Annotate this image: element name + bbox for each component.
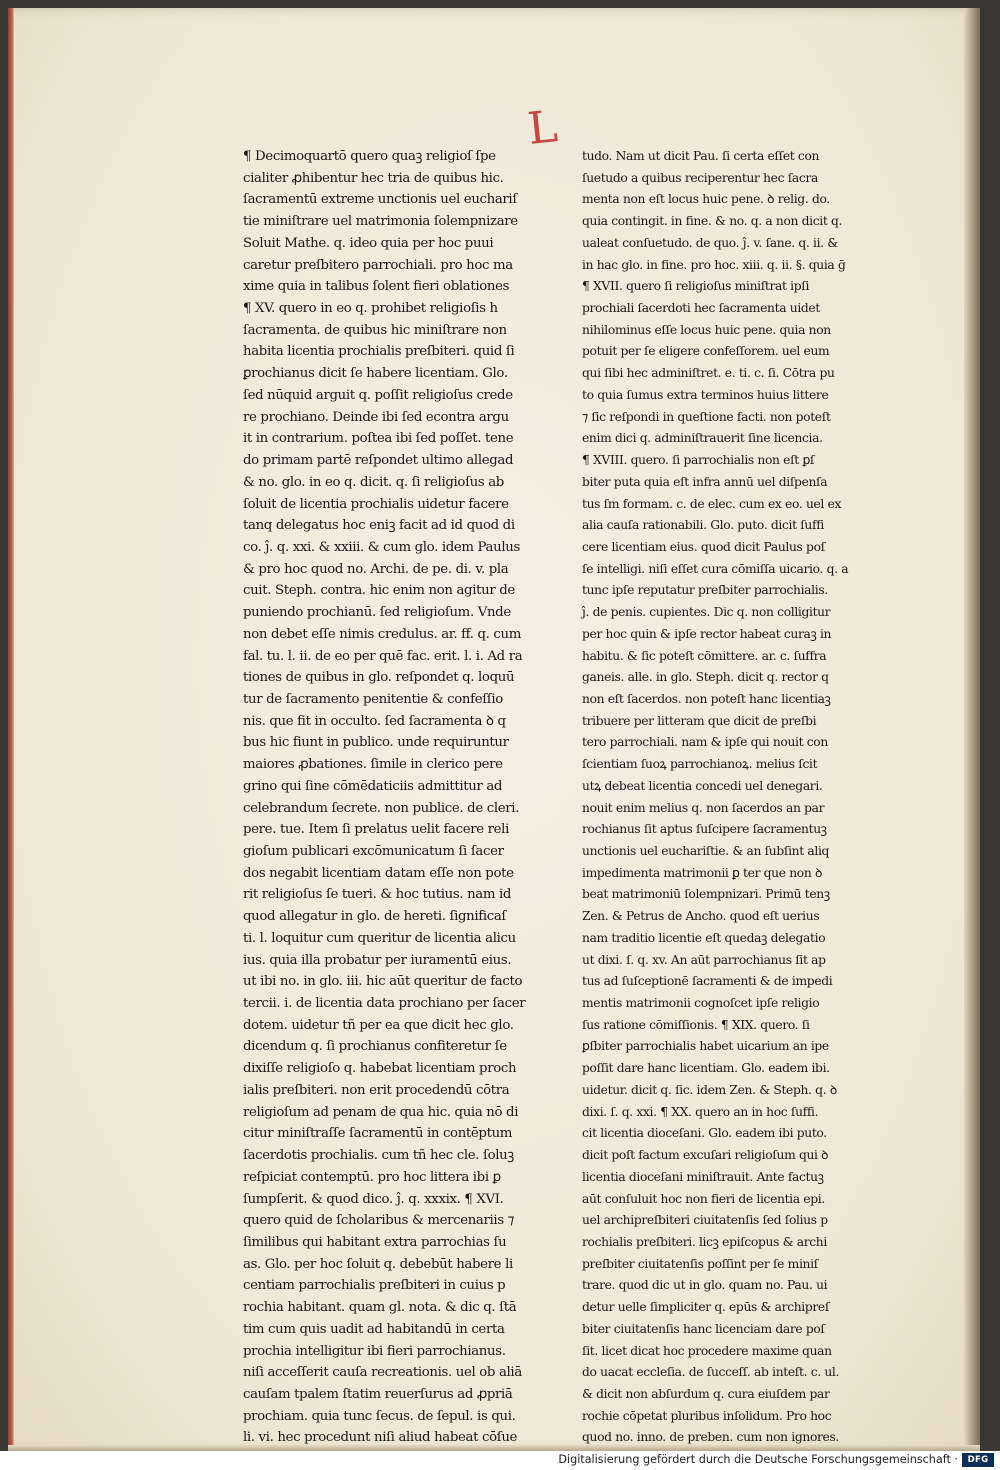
attribution-footer [0, 1451, 1000, 1470]
page-right-edge [964, 8, 980, 1451]
page-left-edge [8, 8, 14, 1451]
text-column-right: tudo. Nam ut dicit Pau. ſi certa eſſet con ſuetudo a quibus reciperentur hec ſacra menta non eſt locus huic pene. ꝺ relig. do. quia contingit. in fine. & no. q. a non dicit q. ualeat conſuetudo. de quo. ĵ. v. ſane. q. ii. & in hac glo. in fine. pro hoc. xiii. q. ii. §. quia ḡ ¶ XVII. quero ſi religioſus miniſtrat ipſi prochiali ſacerdoti hec ſacramenta uidet nihilominus eſſe locus huic pene. quia non potuit per ſe eligere confeſſorem. uel eum qui ſibi hec adminiſtret. e. ti. c. ſi. Cōtra pu to quia ſumus extra terminos huius littere ⁊ ſic reſpondi in queſtione facti. non poteſt enim dici q. adminiſtrauerit ſine licencia. ¶ XVIII. quero. ſi parrochialis non eſt ꝑſ biter puta quia eſt infra annū uel diſpenſa tus ſm formam. c. de elec. cum ex eo. uel ex alia cauſa rationabili. Glo. puto. dicit ſuffi cere licentiam eius. quod dicit Paulus poſ ſe intelligi. niſi eſſet cura cōmiſſa uicario. q. a tunc ipſe reputatur preſbiter parrochialis. ĵ. de penis. cupientes. Dic q. non colligitur per hoc quin & ipſe rector habeat curaꝫ in habitu. & ſic poteſt cōmittere. ar. c. ſuffra ganeis. alle. in glo. Steph. dicit q. rector q non eſt ſacerdos. non poteſt hanc licentiaꝫ tribuere per litteram que dicit de preſbi tero parrochiali. nam & ipſe qui nouit con ſcientiam ſuoꝝ parrochianoꝝ. melius ſcit utꝝ debeat licentia concedi uel denegari. nouit enim melius q. non ſacerdos an par rochianus ſit aptus ſuſcipere ſacramentuꝫ unctionis uel euchariſtie. & an ſubſint aliq impedimenta matrimonii ꝑ ter que non ꝺ beat matrimoniū ſolempnizari. Primū tenꝫ Zen. & Petrus de Ancho. quod eſt uerius nam traditio licentie eſt quedaꝫ delegatio ut dixi. ſ. q. xv. An aūt parrochianus ſit ap tus ad ſuſceptionē ſacramenti & de impedi mentis matrimonii cognoſcet ipſe religio ſus ratione cōmiſſionis. ¶ XIX. quero. ſi ꝑſbiter parrochialis habet uicarium an ipe poſſit dare hanc licentiam. Glo. eadem ibi. uidetur. dicit q. ſic. idem Zen. & Steph. q. ꝺ dixi. ſ. q. xxi. ¶ XX. quero an in hoc ſuffi. cit licentia dioceſani. Glo. eadem ibi puto. dicit poſt factum excuſari religioſum qui ꝺ licentia dioceſani miniſtrauit. Ante factuꝫ aūt conſuluit hoc non fieri de licentia epi. uel archipreſbiteri ciuitatenſis ſed ſolius p rochialis preſbiteri. licꝫ epiſcopus & archi preſbiter ciuitatenſis poſſint per ſe miniſ trare. quod dic ut in glo. quam no. Pau. ui detur uelle ſimpliciter q. epūs & archipreſ biter ciuitatenſis hanc licenciam dare poſ ſit. licet dicat hoc procedere maxime quan do uacat eccleſia. de ſucceſſ. ab inteſt. c. ul. & dicit non abſurdum q. cura eiuſdem par rochie cōpetat pluribus inſolidum. Pro hoc quod no. inno. de preben. cum non ignores. [582, 149, 849, 1445]
dfg-logo-icon: DFG [962, 1453, 994, 1467]
handwritten-folio-mark: L [525, 101, 560, 155]
text-column-left: ¶ Decimoquartō quero quaꝫ religioſ ſpe cialiter ꝓhibentur hec tria de quibus hic. ſacramentū extreme unctionis uel euchariſ tie miniſtrare uel matrimonia ſolempnizare Soluit Mathe. q. ideo quia per hoc puui caretur preſbitero parrochiali. pro hoc ma xime quia in talibus ſolent fieri oblationes ¶ XV. quero in eo q. prohibet religioſis h ſacramenta. de quibus hic miniſtrare non habita licentia prochialis preſbiteri. quid ſi ꝑrochianus dicit ſe habere licentiam. Glo. ſed nūquid arguit q. poſſit religioſus crede re prochiano. Deinde ibi ſed econtra argu it in contrarium. poſtea ibi ſed poſſet. tene do primam partē reſpondet ultimo allegad & no. glo. in eo q. dicit. q. ſi religioſus ab ſoluit de licentia prochialis uidetur facere tanq delegatus hoc eniꝫ facit ad id quod di co. ĵ. q. xxi. & xxiii. & cum glo. idem Paulus & pro hoc quod no. Archi. de pe. di. v. pla cuit. Steph. contra. hic enim non agitur de puniendo prochianū. ſed religioſum. Vnde non debet eſſe nimis credulus. ar. ff. q. cum fal. tu. l. ii. de eo per quē fac. erit. l. i. Ad ra tiones de quibus in glo. reſpondet q. loquū tur de ſacramento penitentie & confeſſio nis. que fit in occulto. ſed ſacramenta ꝺ q bus hic fiunt in publico. unde requiruntur maiores ꝓbationes. ſimile in clerico pere grino qui ſine cōmēdaticiis admittitur ad celebrandum ſecrete. non publice. de cleri. pere. tue. Item ſi prelatus uelit facere reli gioſum publicari excōmunicatum ſi ſacer dos negabit licentiam datam eſſe non pote rit religioſus ſe tueri. & hoc tutius. nam id quod allegatur in glo. de hereti. ſignificaſ ti. l. loquitur cum queritur de licentia alicu ius. quia illa probatur per iuramentū eius. ut ibi no. in glo. iii. hic aūt queritur de facto tercii. i. de licentia data prochiano per ſacer dotem. uidetur tñ per ea que dicit hec glo. dicendum q. ſi prochianus confiteretur ſe dixiſſe religioſo q. habebat licentiam proch ialis preſbiteri. non erit procedendū cōtra religioſum ad penam de qua hic. quia nō di citur miniſtraſſe ſacramentū in contēptum ſacerdotis prochialis. cum tñ hec cle. ſoluꝫ reſpiciat contemptū. pro hoc littera ibi ꝑ ſumpſerit. & quod dico. ĵ. q. xxxix. ¶ XVI. quero quid de ſcholaribus & mercenariis ⁊ ſimilibus qui habitant extra parrochias ſu as. Glo. per hoc ſoluit q. debebūt habere li centiam parrochialis preſbiteri in cuius p rochia habitant. quam gl. nota. & dic q. ſtā tim cum quis uadit ad habitandū in certa prochia intelligitur ibi fieri parrochianus. niſi acceſſerit cauſa recreationis. uel ob aliā cauſam tpalem ſtatim reuerſurus ad ꝓpriā prochiam. quia tunc ſecus. de ſepul. is qui. li. vi. hec procedunt niſi aliud habeat cōſue [243, 149, 526, 1446]
footer-credit-text: Digitalisierung gefördert durch die Deutsche Forschungsgemeinschaft · [558, 1453, 958, 1466]
